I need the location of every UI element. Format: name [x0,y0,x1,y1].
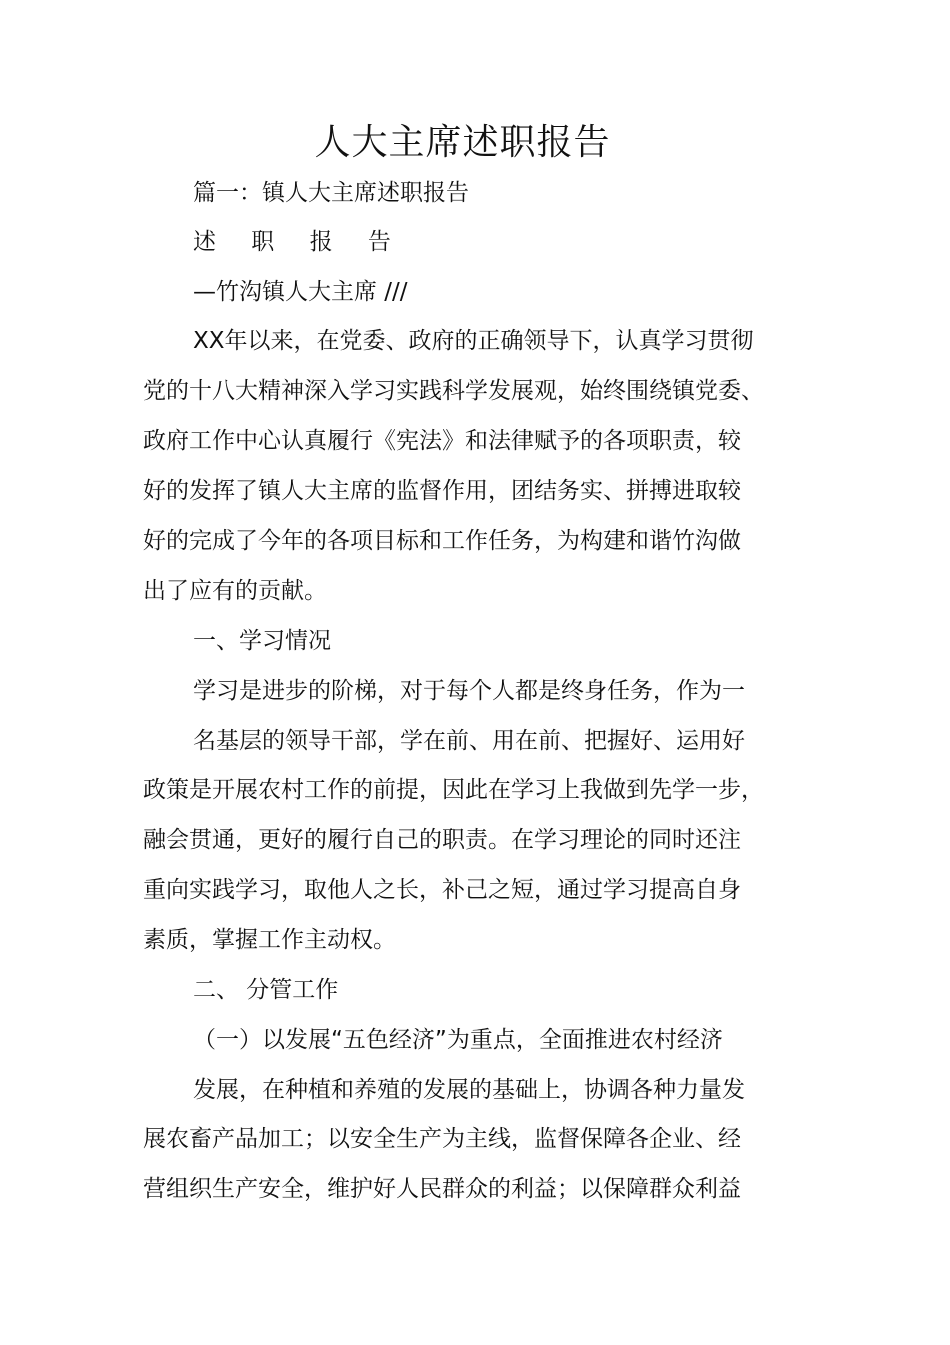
section-heading: 篇一：镇人大主席述职报告 [193,180,469,206]
paragraph-line: 发展，在种植和养殖的发展的基础上，协调各种力量发 [193,1077,745,1103]
paragraph-line: 政府工作中心认真履行《宪法》和法律赋予的各项职责，较 [143,428,741,454]
paragraph-line: 名基层的领导干部，学在前、用在前、把握好、运用好 [193,728,745,754]
paragraph-line: 学习是进步的阶梯，对于每个人都是终身任务，作为一 [193,678,745,704]
paragraph-line: 展农畜产品加工；以安全生产为主线，监督保障各企业、经 [143,1126,741,1152]
section-heading: 二、 分管工作 [193,977,339,1003]
author-line: —竹沟镇人大主席 /// [193,279,408,305]
section-heading: 一、学习情况 [193,628,331,654]
paragraph-line: 出了应有的贡献。 [143,578,327,604]
paragraph-line: 好的发挥了镇人大主席的监督作用，团结务实、拼搏进取较 [143,478,741,504]
paragraph-line: 好的完成了今年的各项目标和工作任务，为构建和谐竹沟做 [143,528,741,554]
paragraph-line: 营组织生产安全，维护好人民群众的利益；以保障群众利益 [143,1176,741,1202]
paragraph-line: 政策是开展农村工作的前提，因此在学习上我做到先学一步， [143,777,764,803]
document-title: 人大主席述职报告 [314,122,611,163]
paragraph-line: 融会贯通，更好的履行自己的职责。在学习理论的同时还注 [143,827,741,853]
paragraph-line: 重向实践学习，取他人之长，补己之短，通过学习提高自身 [143,877,741,903]
report-heading: 述 职 报 告 [193,229,405,255]
paragraph-line: 党的十八大精神深入学习实践科学发展观，始终围绕镇党委、 [143,378,764,404]
paragraph-line: （一）以发展“五色经济”为重点，全面推进农村经济 [193,1027,723,1053]
paragraph-line: 素质，掌握工作主动权。 [143,927,396,953]
paragraph-line: XX年以来，在党委、政府的正确领导下，认真学习贯彻 [193,328,754,354]
